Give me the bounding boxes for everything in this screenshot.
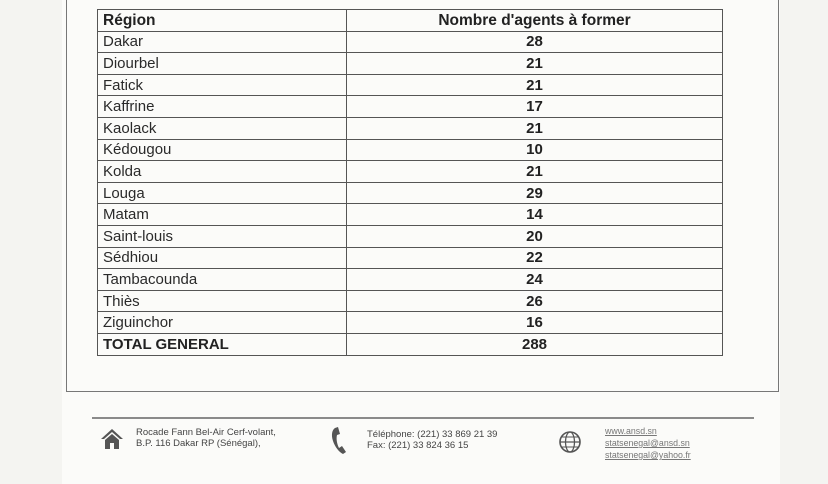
fax-number: Fax: (221) 33 824 36 15	[367, 440, 469, 451]
count-cell: 29	[347, 182, 723, 204]
box-border-right	[778, 0, 779, 392]
table-header-row	[98, 10, 723, 32]
box-border-left	[66, 0, 67, 392]
count-header: Nombre d'agents à former	[347, 10, 723, 32]
table-row	[98, 225, 723, 247]
region-cell: Ziguinchor	[98, 312, 347, 334]
table-row	[98, 204, 723, 226]
table-row	[98, 161, 723, 183]
count-cell: 21	[347, 161, 723, 183]
table-row	[98, 290, 723, 312]
region-cell: Saint-louis	[98, 225, 347, 247]
table-row	[98, 117, 723, 139]
table-row	[98, 139, 723, 161]
region-cell: Thiès	[98, 290, 347, 312]
total-count: 288	[347, 333, 723, 355]
total-label: TOTAL GENERAL	[98, 333, 347, 355]
phone-number: Téléphone: (221) 33 869 21 39	[367, 429, 498, 440]
email-link-2[interactable]: statsenegal@yahoo.fr	[605, 450, 691, 460]
table-row	[98, 182, 723, 204]
count-cell: 20	[347, 225, 723, 247]
region-header: Région	[98, 10, 347, 32]
count-cell: 24	[347, 269, 723, 291]
box-border-bottom	[66, 391, 779, 392]
region-cell: Diourbel	[98, 53, 347, 75]
table-row	[98, 31, 723, 53]
globe-icon	[558, 430, 582, 454]
count-cell: 21	[347, 74, 723, 96]
region-cell: Dakar	[98, 31, 347, 53]
email-link-1[interactable]: statsenegal@ansd.sn	[605, 438, 690, 448]
region-cell: Kaffrine	[98, 96, 347, 118]
count-cell: 14	[347, 204, 723, 226]
table-row	[98, 312, 723, 334]
table-row	[98, 269, 723, 291]
region-cell: Kolda	[98, 161, 347, 183]
table-row	[98, 96, 723, 118]
count-cell: 28	[347, 31, 723, 53]
address-line-1: Rocade Fann Bel-Air Cerf-volant,	[136, 427, 276, 438]
region-cell: Kaolack	[98, 117, 347, 139]
footer-contact	[367, 429, 497, 451]
region-cell: Fatick	[98, 74, 347, 96]
region-cell: Louga	[98, 182, 347, 204]
count-cell: 16	[347, 312, 723, 334]
table-row	[98, 53, 723, 75]
table-row	[98, 74, 723, 96]
agents-table	[97, 9, 723, 356]
region-cell: Tambacounda	[98, 269, 347, 291]
website-link[interactable]: www.ansd.sn	[605, 426, 657, 436]
footer-web	[605, 425, 691, 461]
total-row	[98, 333, 723, 355]
address-line-2: B.P. 116 Dakar RP (Sénégal),	[136, 438, 261, 449]
count-cell: 26	[347, 290, 723, 312]
footer-address	[136, 427, 276, 449]
count-cell: 21	[347, 117, 723, 139]
count-cell: 22	[347, 247, 723, 269]
count-cell: 10	[347, 139, 723, 161]
region-cell: Kédougou	[98, 139, 347, 161]
count-cell: 21	[347, 53, 723, 75]
count-cell: 17	[347, 96, 723, 118]
region-cell: Matam	[98, 204, 347, 226]
footer-divider	[92, 417, 754, 419]
phone-icon	[329, 426, 351, 456]
home-icon	[100, 428, 124, 450]
region-cell: Sédhiou	[98, 247, 347, 269]
table-row	[98, 247, 723, 269]
